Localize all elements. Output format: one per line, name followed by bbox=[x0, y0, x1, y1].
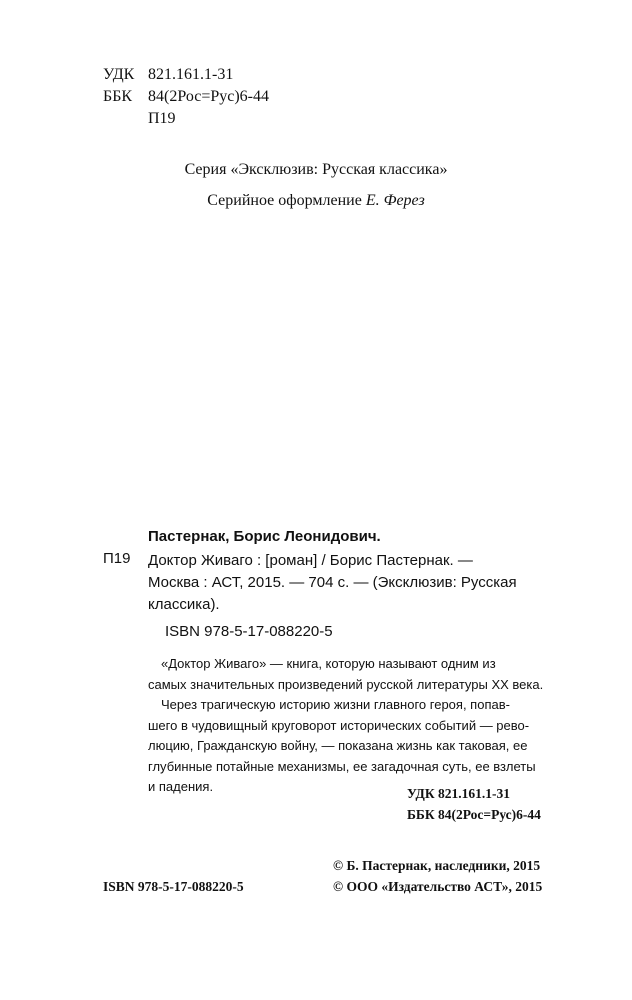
footer-udk: УДК 821.161.1-31 bbox=[407, 786, 510, 801]
udk-label: УДК bbox=[103, 66, 135, 83]
record-author-mark: П19 bbox=[103, 550, 131, 567]
footer-bbk: ББК 84(2Рос=Рус)6-44 bbox=[407, 807, 541, 822]
design-author: Е. Ферез bbox=[365, 192, 425, 209]
annotation-line-1: «Доктор Живаго» — книга, которую называют одним из bbox=[161, 656, 496, 671]
series-design-credit bbox=[100, 192, 532, 210]
record-title-line-1: Доктор Живаго : [роман] / Борис Пастернак. — bbox=[148, 552, 473, 569]
bbk-label: ББК bbox=[103, 88, 133, 105]
udk-value: 821.161.1-31 bbox=[148, 66, 234, 83]
annotation-line-2: самых значительных произведений русской литературы XX века. bbox=[148, 676, 544, 692]
record-isbn: ISBN 978-5-17-088220-5 bbox=[165, 623, 333, 640]
record-author-heading: Пастернак, Борис Леонидович. bbox=[148, 528, 381, 545]
annotation-line-6: глубинные потайные механизмы, ее загадочная суть, ее взлеты bbox=[148, 758, 536, 774]
design-prefix: Серийное оформление bbox=[207, 192, 362, 209]
record-title-block bbox=[148, 550, 564, 616]
record-title-line-2: Москва : АСТ, 2015. — 704 с. — (Эксклюзив: Русская bbox=[148, 574, 517, 591]
record-title-line-3: классика). bbox=[148, 596, 220, 613]
annotation-line-3: Через трагическую историю жизни главного героя, попав- bbox=[161, 697, 510, 712]
copyright-isbn: ISBN 978-5-17-088220-5 bbox=[103, 879, 244, 894]
copyright-line-2: © ООО «Издательство АСТ», 2015 bbox=[333, 879, 543, 894]
copyright-line-1: © Б. Пастернак, наследники, 2015 bbox=[333, 858, 541, 873]
annotation-line-4: шего в чудовищный круговорот исторических событий — рево- bbox=[148, 717, 530, 733]
annotation-line-5: люцию, Гражданскую войну, — показана жизнь как таковая, ее bbox=[148, 738, 528, 753]
series-line: Серия «Эксклюзив: Русская классика» bbox=[184, 161, 448, 178]
annotation-line-7: и падения. bbox=[148, 779, 214, 794]
author-mark-top: П19 bbox=[148, 110, 176, 127]
annotation-block bbox=[148, 654, 564, 798]
bbk-value: 84(2Рос=Рус)6-44 bbox=[148, 88, 270, 105]
